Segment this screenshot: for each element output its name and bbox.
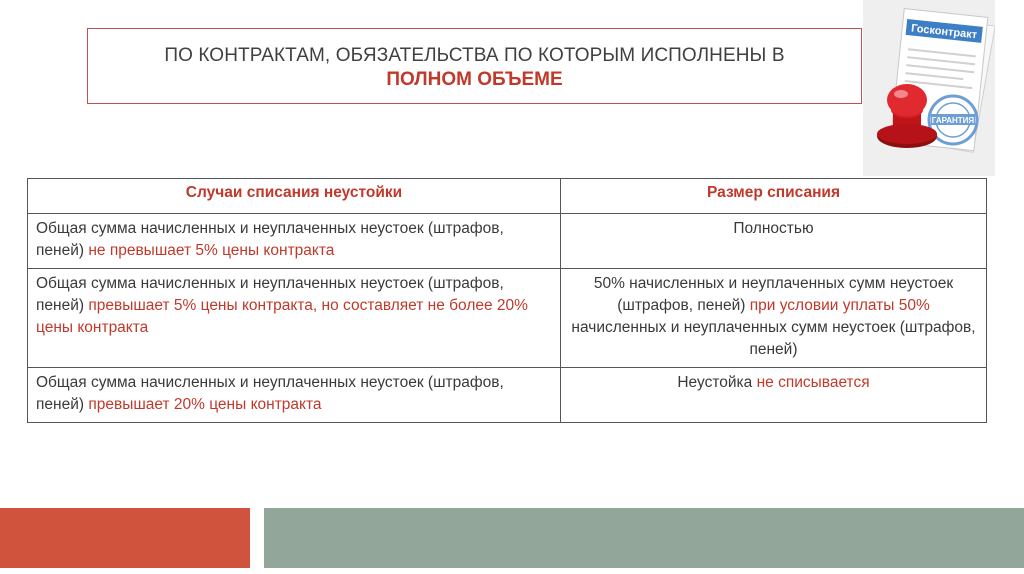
- amount-cell: Неустойка не списывается: [561, 368, 987, 423]
- amount-cell: Полностью: [561, 214, 987, 269]
- table-row: [28, 368, 987, 423]
- document-stamp-icon: [863, 0, 995, 176]
- table-row: [28, 269, 987, 368]
- writeoff-table: [27, 178, 987, 423]
- table-row: [28, 214, 987, 269]
- table-header-row: [28, 179, 987, 214]
- header-amount: Размер списания: [561, 179, 987, 214]
- footer-bar-left: [0, 508, 250, 568]
- footer-bar-right: [264, 508, 1024, 568]
- amount-cell: 50% начисленных и неуплаченных сумм неустоек (штрафов, пеней) при условии уплаты 50% начисленных и неуплаченных сумм неустоек (штрафов, пеней): [561, 269, 987, 368]
- case-cell: Общая сумма начисленных и неуплаченных неустоек (штрафов, пеней) превышает 5% цены контракта, но составляет не более 20% цены контракта: [28, 269, 561, 368]
- title-line-2: ПОЛНОМ ОБЪЕМЕ: [386, 69, 563, 90]
- svg-text:ГАРАНТИЯ: ГАРАНТИЯ: [931, 116, 975, 125]
- svg-text:Госконтракт: Госконтракт: [910, 22, 978, 42]
- case-cell: Общая сумма начисленных и неуплаченных неустоек (штрафов, пеней) не превышает 5% цены контракта: [28, 214, 561, 269]
- title-line-1: ПО КОНТРАКТАМ, ОБЯЗАТЕЛЬСТВА ПО КОТОРЫМ ИСПОЛНЕНЫ В: [164, 45, 785, 66]
- header-cases: Случаи списания неустойки: [28, 179, 561, 214]
- goskontrakt-logo: [863, 0, 995, 176]
- case-cell: Общая сумма начисленных и неуплаченных неустоек (штрафов, пеней) превышает 20% цены контракта: [28, 368, 561, 423]
- title-box: [87, 28, 862, 104]
